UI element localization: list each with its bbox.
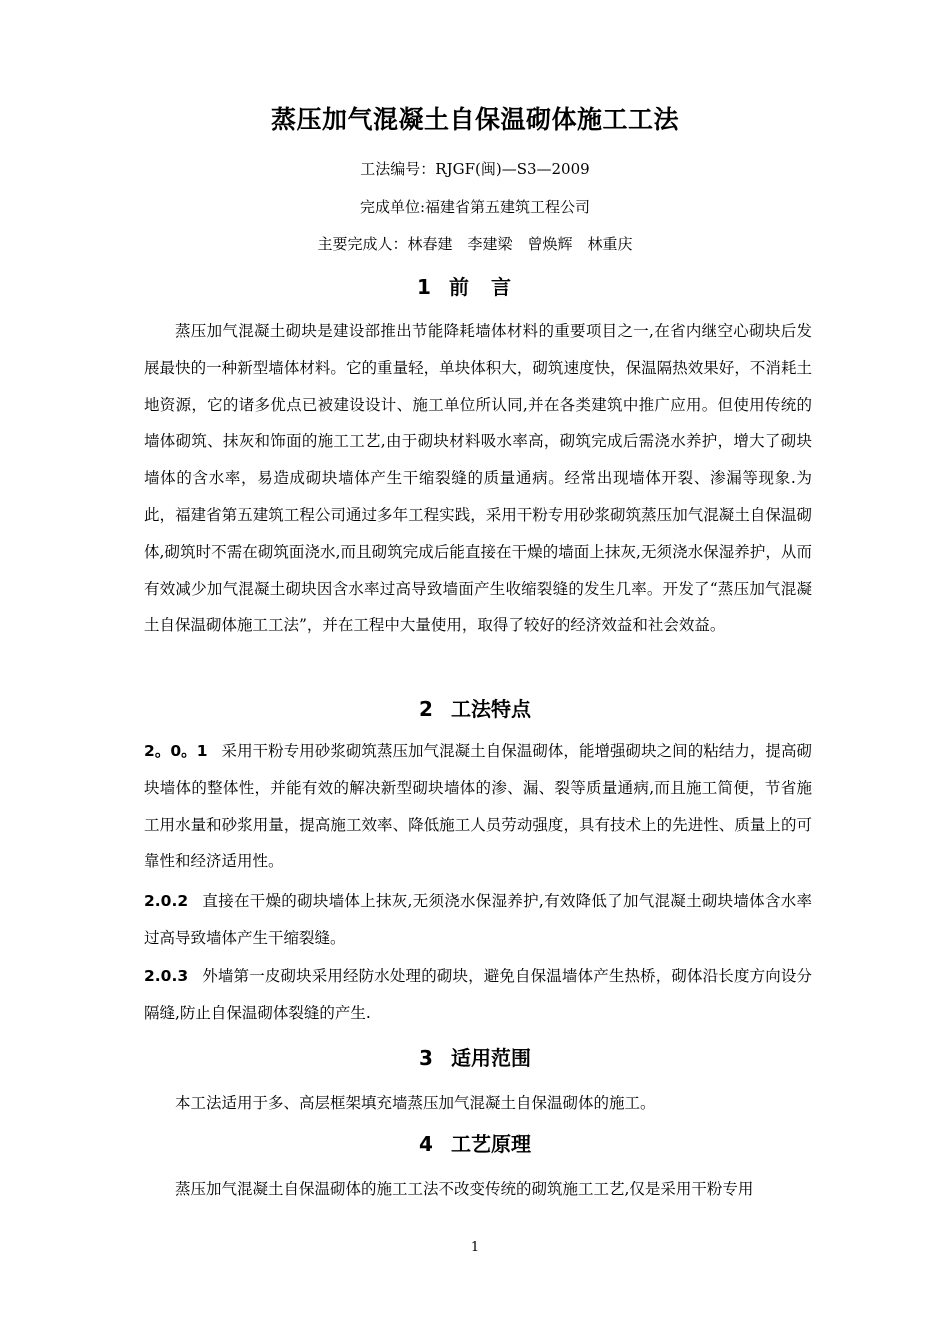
main-authors: 主要完成人：林春建 李建梁 曾焕辉 林重庆 <box>317 235 633 253</box>
item-text: 直接在干燥的砌块墙体上抹灰,无须浇水保湿养护,有效降低了加气混凝土砌块墙体含水率过高导致墙体产生干缩裂缝。 <box>144 892 812 947</box>
item-number: 2.0.3 <box>144 967 189 985</box>
section-2-heading <box>0 693 950 722</box>
section-number: 4 <box>419 1132 433 1156</box>
section-1-paragraph: 蒸压加气混凝土砌块是建设部推出节能降耗墙体材料的重要项目之一,在省内继空心砌块后发展最快的一种新型墙体材料。它的重量轻，单块体积大，砌筑速度快，保温隔热效果好，不消耗土地资源，它的诸多优点已被建设设计、施工单位所认同,并在各类建筑中推广应用。但使用传统的墙体砌筑、抹灰和饰面的施工工艺,由于砌块材料吸水率高，砌筑完成后需浇水养护，增大了砌块墙体的含水率，易造成砌块墙体产生干缩裂缝的质量通病。经常出现墙体开裂、渗漏等现象.为此，福建省第五建筑工程公司通过多年工程实践，采用干粉专用砂浆砌筑蒸压加气混凝土自保温砌体,砌筑时不需在砌筑面浇水,而且砌筑完成后能直接在干燥的墙面上抹灰,无须浇水保湿养护，从而有效减少加气混凝土砌块因含水率过高导致墙面产生收缩裂缝的发生几率。开发了“蒸压加气混凝土自保温砌体施工工法”，并在工程中大量使用，取得了较好的经济效益和社会效益。 <box>144 322 812 635</box>
item-text: 采用干粉专用砂浆砌筑蒸压加气混凝土自保温砌体，能增强砌块之间的粘结力，提高砌块墙体的整体性，并能有效的解决新型砌块墙体的渗、漏、裂等质量通病,而且施工简便，节省施工用水量和砂浆用量，提高施工效率、降低施工人员劳动强度，具有技术上的先进性、质量上的可靠性和经济适用性。 <box>144 742 812 871</box>
document-title: 蒸压加气混凝土自保温砌体施工工法 <box>270 105 679 134</box>
completion-unit: 完成单位:福建省第五建筑工程公司 <box>359 198 591 216</box>
section-title: 前言 <box>448 275 533 299</box>
section-1-heading <box>0 271 950 300</box>
page-number: 1 <box>470 1240 480 1255</box>
section-4-heading <box>0 1128 950 1157</box>
section-3-heading <box>0 1042 950 1071</box>
section-4-paragraph: 蒸压加气混凝土自保温砌体的施工工法不改变传统的砌筑施工工艺,仅是采用干粉专用 <box>175 1180 754 1198</box>
section-number: 2 <box>419 697 433 721</box>
item-text: 外墙第一皮砌块采用经防水处理的砌块，避免自保温墙体产生热桥，砌体沿长度方向设分隔缝,防止自保温砌体裂缝的产生. <box>144 967 812 1022</box>
item-number: 2.0.2 <box>144 892 189 910</box>
section-title: 适用范围 <box>450 1046 531 1070</box>
item-number: 2。0。1 <box>144 742 208 760</box>
section-title: 工法特点 <box>450 697 531 721</box>
feature-item <box>144 733 812 880</box>
section-number: 3 <box>419 1046 433 1070</box>
feature-item <box>144 883 812 957</box>
section-title: 工艺原理 <box>450 1132 531 1156</box>
method-code: 工法编号：RJGF(闽)—S3—2009 <box>360 160 590 178</box>
feature-item <box>144 958 812 1032</box>
section-3-paragraph: 本工法适用于多、高层框架填充墙蒸压加气混凝土自保温砌体的施工。 <box>175 1094 656 1112</box>
section-number: 1 <box>417 275 431 299</box>
